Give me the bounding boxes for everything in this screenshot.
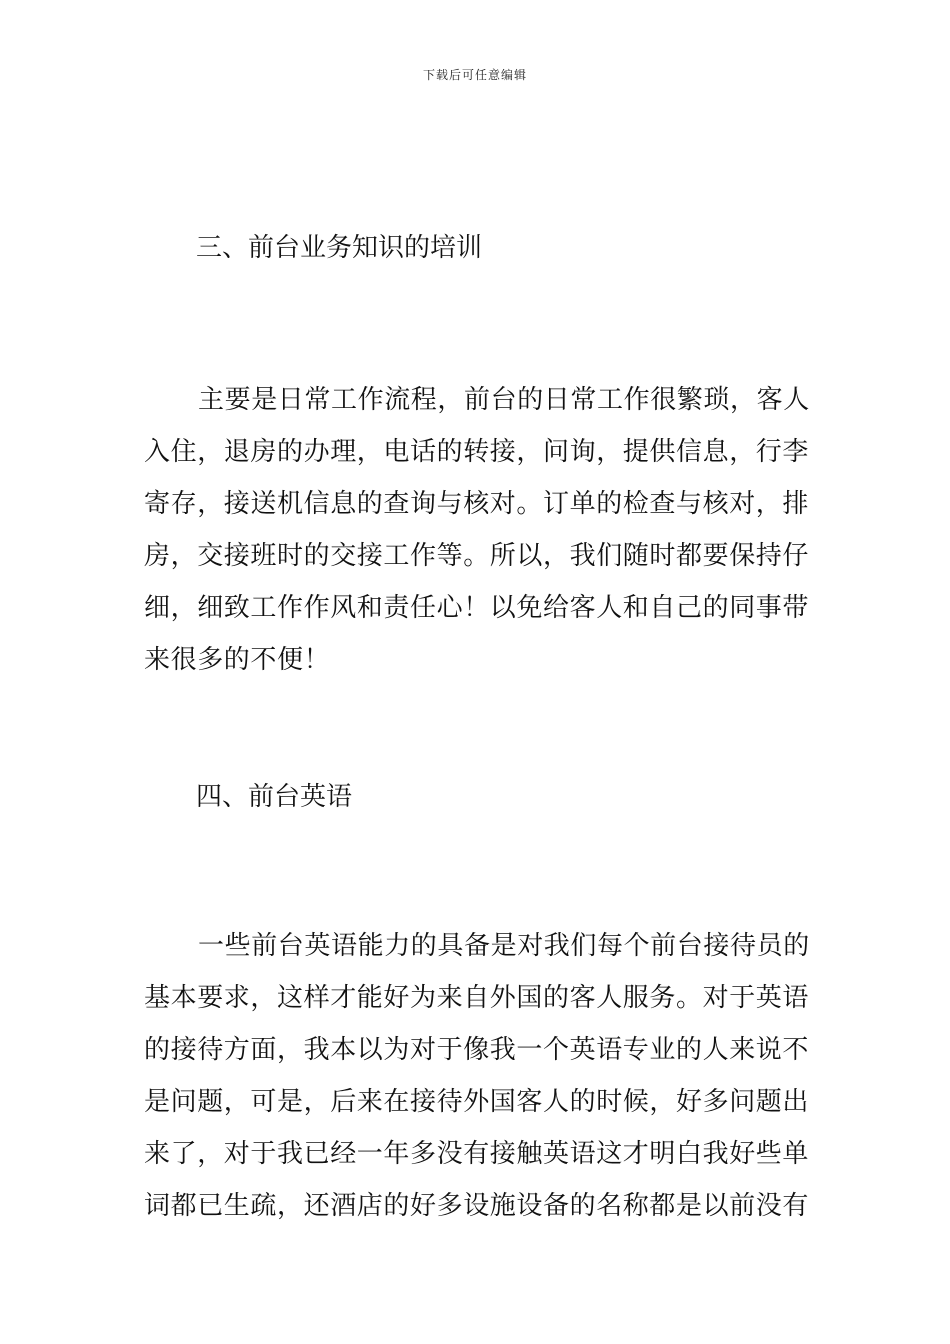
section-heading-4: 四、前台英语	[196, 782, 353, 812]
section-paragraph-4	[144, 920, 808, 1232]
paragraph-line: 的接待方面，我本以为对于像我一个英语专业的人来说不	[144, 1035, 810, 1065]
paragraph-line: 来很多的不便！	[144, 645, 331, 675]
paragraph-line: 寄存，接送机信息的查询与核对。订单的检查与核对，排	[144, 489, 810, 519]
paragraph-line: 来了，对于我已经一年多没有接触英语这才明白我好些单	[144, 1139, 810, 1169]
page-header-note: 下载后可任意编辑	[422, 68, 527, 82]
paragraph-line: 细，细致工作作风和责任心！以免给客人和自己的同事带	[144, 593, 810, 623]
paragraph-line: 词都已生疏，还酒店的好多设施设备的名称都是以前没有	[144, 1191, 810, 1221]
paragraph-line: 基本要求，这样才能好为来自外国的客人服务。对于英语	[144, 983, 810, 1013]
paragraph-line: 一些前台英语能力的具备是对我们每个前台接待员的	[198, 931, 810, 961]
paragraph-line: 房，交接班时的交接工作等。所以，我们随时都要保持仔	[144, 541, 810, 571]
paragraph-line: 主要是日常工作流程，前台的日常工作很繁琐，客人	[198, 385, 810, 415]
section-paragraph-3	[144, 374, 808, 686]
paragraph-line: 是问题，可是，后来在接待外国客人的时候，好多问题出	[144, 1087, 810, 1117]
section-heading-3: 三、前台业务知识的培训	[196, 233, 483, 263]
paragraph-line: 入住，退房的办理，电话的转接，问询，提供信息，行李	[144, 437, 810, 467]
